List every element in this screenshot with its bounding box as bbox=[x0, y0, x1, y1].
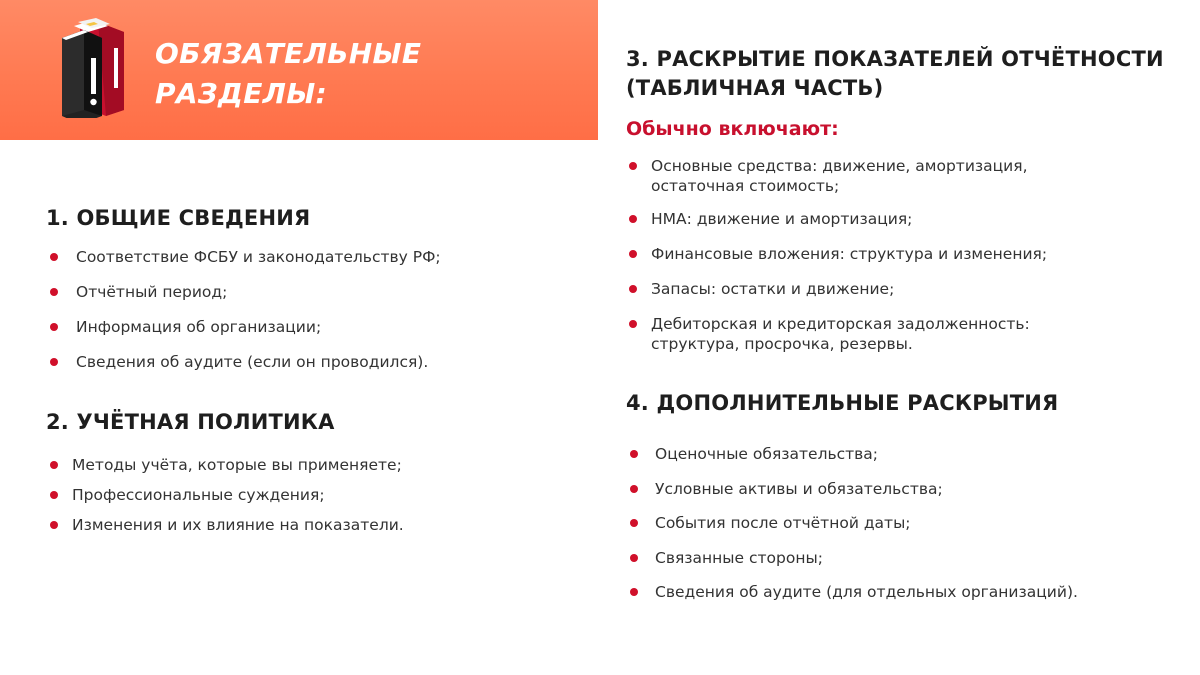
bullet-dot-icon bbox=[50, 323, 58, 331]
bullet-dot-icon bbox=[630, 554, 638, 562]
list-item bbox=[46, 317, 441, 352]
list-item bbox=[626, 513, 1078, 548]
bullet-dot-icon bbox=[630, 588, 638, 596]
list-item-text: Отчётный период; bbox=[76, 283, 228, 301]
section2-list bbox=[46, 455, 404, 545]
header-banner bbox=[0, 0, 598, 140]
list-item bbox=[46, 352, 441, 387]
section2-heading: 2. УЧЁТНАЯ ПОЛИТИКА bbox=[46, 410, 335, 434]
section4-heading: 4. ДОПОЛНИТЕЛЬНЫЕ РАСКРЫТИЯ bbox=[626, 391, 1059, 415]
list-item bbox=[46, 247, 441, 282]
section1-list bbox=[46, 247, 441, 387]
section3-subheading: Обычно включают: bbox=[626, 118, 839, 140]
list-item-text: Дебиторская и кредиторская задолженность: bbox=[651, 315, 1030, 333]
list-item-text-cont: остаточная стоимость; bbox=[651, 177, 840, 195]
banner-title-line2: РАЗДЕЛЫ: bbox=[155, 77, 328, 110]
bullet-dot-icon bbox=[630, 450, 638, 458]
list-item bbox=[626, 479, 1078, 514]
list-item bbox=[626, 279, 1047, 314]
bullet-dot-icon bbox=[629, 320, 637, 328]
list-item-text: Изменения и их влияние на показатели. bbox=[72, 516, 404, 534]
list-item-text: События после отчётной даты; bbox=[655, 514, 911, 532]
section3-heading-line1: 3. РАСКРЫТИЕ ПОКАЗАТЕЛЕЙ ОТЧЁТНОСТИ bbox=[626, 47, 1164, 71]
bullet-dot-icon bbox=[629, 215, 637, 223]
bullet-dot-icon bbox=[50, 358, 58, 366]
list-item bbox=[626, 156, 1047, 209]
banner-title bbox=[155, 34, 421, 114]
section3-list bbox=[626, 156, 1047, 354]
section3-heading-line2: (ТАБЛИЧНАЯ ЧАСТЬ) bbox=[626, 76, 884, 100]
list-item-text: Условные активы и обязательства; bbox=[655, 479, 943, 498]
list-item-text: Связанные стороны; bbox=[655, 548, 823, 567]
list-item-text: Оценочные обязательства; bbox=[655, 445, 879, 463]
bullet-dot-icon bbox=[50, 491, 58, 499]
binders-icon bbox=[58, 18, 124, 118]
bullet-dot-icon bbox=[50, 461, 58, 469]
banner-title-line1: ОБЯЗАТЕЛЬНЫЕ bbox=[155, 37, 422, 70]
bullet-dot-icon bbox=[630, 519, 638, 527]
list-item bbox=[626, 244, 1047, 279]
list-item-text: Профессиональные суждения; bbox=[72, 486, 325, 504]
bullet-dot-icon bbox=[629, 162, 637, 170]
section3-heading bbox=[626, 45, 1164, 103]
list-item-text: Финансовые вложения: структура и изменения; bbox=[651, 245, 1048, 263]
section4-list bbox=[626, 444, 1078, 617]
list-item-text: Сведения об аудите (для отдельных организаций). bbox=[655, 583, 1078, 601]
list-item bbox=[46, 455, 404, 485]
section1-heading: 1. ОБЩИЕ СВЕДЕНИЯ bbox=[46, 206, 311, 230]
list-item bbox=[626, 209, 1047, 244]
bullet-dot-icon bbox=[629, 285, 637, 293]
list-item-text: Основные средства: движение, амортизация, bbox=[651, 157, 1028, 175]
list-item bbox=[46, 282, 441, 317]
list-item-text: Соответствие ФСБУ и законодательству РФ; bbox=[76, 248, 441, 266]
list-item-text: Запасы: остатки и движение; bbox=[651, 280, 895, 298]
list-item bbox=[626, 582, 1078, 617]
bullet-dot-icon bbox=[630, 485, 638, 493]
bullet-dot-icon bbox=[50, 288, 58, 296]
list-item bbox=[46, 515, 404, 545]
list-item-text: Информация об организации; bbox=[76, 318, 322, 336]
list-item bbox=[626, 314, 1047, 354]
list-item-text-cont: структура, просрочка, резервы. bbox=[651, 335, 913, 353]
list-item bbox=[46, 485, 404, 515]
bullet-dot-icon bbox=[629, 250, 637, 258]
bullet-dot-icon bbox=[50, 521, 58, 529]
list-item bbox=[626, 548, 1078, 583]
bullet-dot-icon bbox=[50, 253, 58, 261]
list-item-text: Сведения об аудите (если он проводился). bbox=[76, 353, 429, 371]
list-item bbox=[626, 444, 1078, 479]
list-item-text: Методы учёта, которые вы применяете; bbox=[72, 456, 402, 474]
list-item-text: НМА: движение и амортизация; bbox=[651, 210, 913, 228]
